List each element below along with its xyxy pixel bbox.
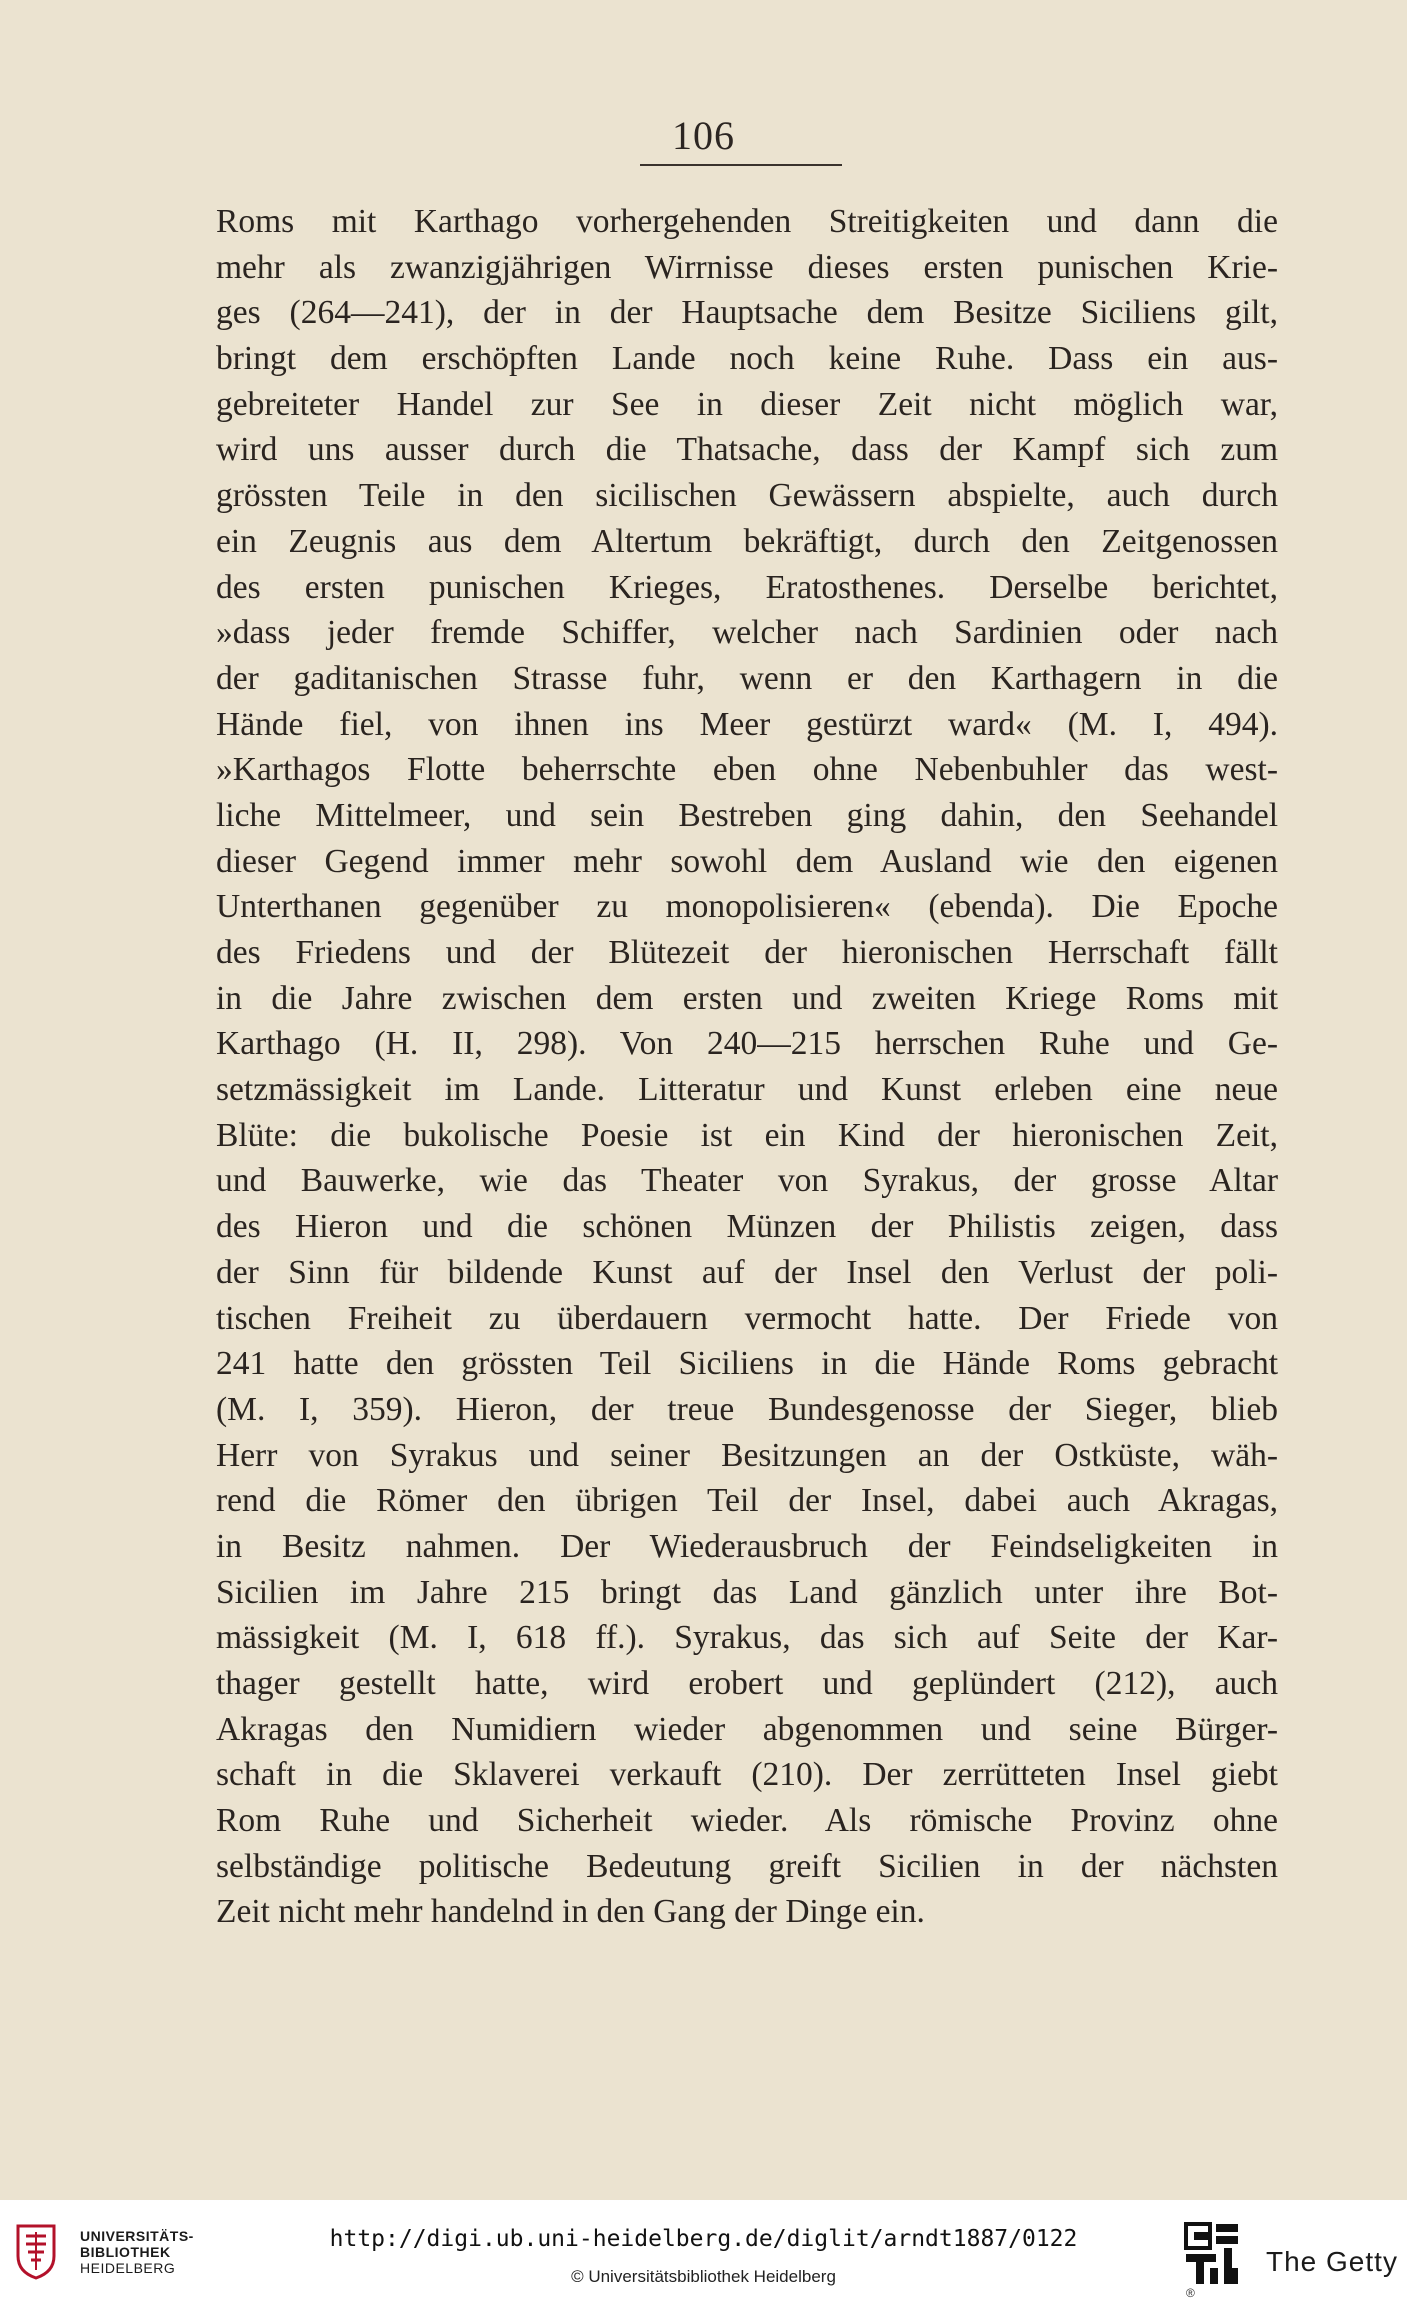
text-line: Zeit nicht mehr handelnd in den Gang der Dinge ein. [216, 1893, 925, 1931]
getty-wordmark: The Getty [1266, 2246, 1398, 2277]
text-line: Blüte: die bukolische Poesie ist ein Kind der hieronischen Zeit, [216, 1116, 1278, 1154]
text-line: mässigkeit (M. I, 618 ff.). Syrakus, das sich auf Seite der Kar- [216, 1619, 1278, 1657]
library-line-3: HEIDELBERG [80, 2260, 176, 2276]
text-line: des Friedens und der Blütezeit der hieronischen Herrschaft fällt [216, 934, 1278, 971]
library-line-2: BIBLIOTHEK [80, 2244, 171, 2260]
text-line: der gaditanischen Strasse fuhr, wenn er den Karthagern in die [216, 659, 1278, 697]
text-line: (M. I, 359). Hieron, der treue Bundesgenosse der Sieger, blieb [216, 1390, 1278, 1428]
text-line: des ersten punischen Krieges, Eratosthenes. Derselbe berichtet, [216, 568, 1278, 606]
text-line: in Besitz nahmen. Der Wiederausbruch der Feindseligkeiten in [216, 1527, 1278, 1565]
text-line: der Sinn für bildende Kunst auf der Insel den Verlust der poli- [216, 1253, 1278, 1291]
text-line: Karthago (H. II, 298). Von 240—215 herrschen Ruhe und Ge- [216, 1025, 1278, 1063]
text-line: grössten Teile in den sicilischen Gewässern abspielte, auch durch [216, 477, 1278, 515]
permalink-url[interactable]: http://digi.ub.uni-heidelberg.de/diglit/arndt1887/0122 [329, 2226, 1078, 2252]
text-line: ges (264—241), der in der Hauptsache dem Besitze Siciliens gilt, [216, 294, 1278, 332]
text-line: Akragas den Numidiern wieder abgenommen und seine Bürger- [216, 1710, 1278, 1748]
text-line: rend die Römer den übrigen Teil der Insel, dabei auch Akragas, [216, 1482, 1278, 1520]
text-line: liche Mittelmeer, und sein Bestreben ging dahin, den Seehandel [216, 796, 1278, 834]
text-line: Sicilien im Jahre 215 bringt das Land gänzlich unter ihre Bot- [216, 1573, 1278, 1611]
text-line: gebreiteter Handel zur See in dieser Zeit nicht möglich war, [216, 385, 1278, 423]
text-line: Roms mit Karthago vorhergehenden Streitigkeiten und dann die [216, 203, 1278, 240]
text-line: tischen Freiheit zu überdauern vermocht hatte. Der Friede von [216, 1299, 1278, 1337]
text-line: Hände fiel, von ihnen ins Meer gestürzt ward« (M. I, 494). [216, 705, 1278, 743]
text-line: schaft in die Sklaverei verkauft (210). Der zerrütteten Insel giebt [216, 1756, 1278, 1794]
page-number: 106 [672, 113, 735, 158]
header-rule [640, 164, 842, 166]
text-line: ein Zeugnis aus dem Altertum bekräftigt, durch den Zeitgenossen [216, 522, 1278, 560]
text-line: 241 hatte den grössten Teil Siciliens in die Hände Roms gebracht [216, 1345, 1278, 1383]
text-line: selbständige politische Bedeutung greift Sicilien in der nächsten [216, 1847, 1278, 1885]
registered-mark: ® [1186, 2286, 1195, 2300]
copyright-notice: © Universitätsbibliothek Heidelberg [571, 2267, 836, 2286]
text-line: bringt dem erschöpften Lande noch keine Ruhe. Dass ein aus- [216, 340, 1278, 378]
text-line: »dass jeder fremde Schiffer, welcher nach Sardinien oder nach [216, 614, 1278, 652]
text-line: dieser Gegend immer mehr sowohl dem Ausland wie den eigenen [216, 842, 1278, 880]
text-line: in die Jahre zwischen dem ersten und zweiten Kriege Roms mit [216, 979, 1278, 1017]
getty-logo-icon [1184, 2222, 1240, 2288]
text-line: thager gestellt hatte, wird erobert und geplündert (212), auch [216, 1665, 1278, 1702]
text-line: setzmässigkeit im Lande. Litteratur und Kunst erleben eine neue [216, 1071, 1278, 1109]
text-line: und Bauwerke, wie das Theater von Syrakus, der grosse Altar [216, 1162, 1278, 1200]
body-text [216, 199, 1278, 1935]
text-line: Herr von Syrakus und seiner Besitzungen an der Ostküste, wäh- [216, 1436, 1278, 1474]
text-line: wird uns ausser durch die Thatsache, dass der Kampf sich zum [216, 431, 1278, 469]
text-line: »Karthagos Flotte beherrschte eben ohne Nebenbuhler das west- [216, 751, 1278, 789]
library-line-1: UNIVERSITÄTS- [80, 2228, 194, 2244]
text-line: des Hieron und die schönen Münzen der Philistis zeigen, dass [216, 1208, 1278, 1246]
text-line: Unterthanen gegenüber zu monopolisieren« (ebenda). Die Epoche [216, 888, 1278, 926]
text-line: Rom Ruhe und Sicherheit wieder. Als römische Provinz ohne [216, 1802, 1278, 1840]
text-line: mehr als zwanzigjährigen Wirrnisse dieses ersten punischen Krie- [216, 248, 1278, 286]
